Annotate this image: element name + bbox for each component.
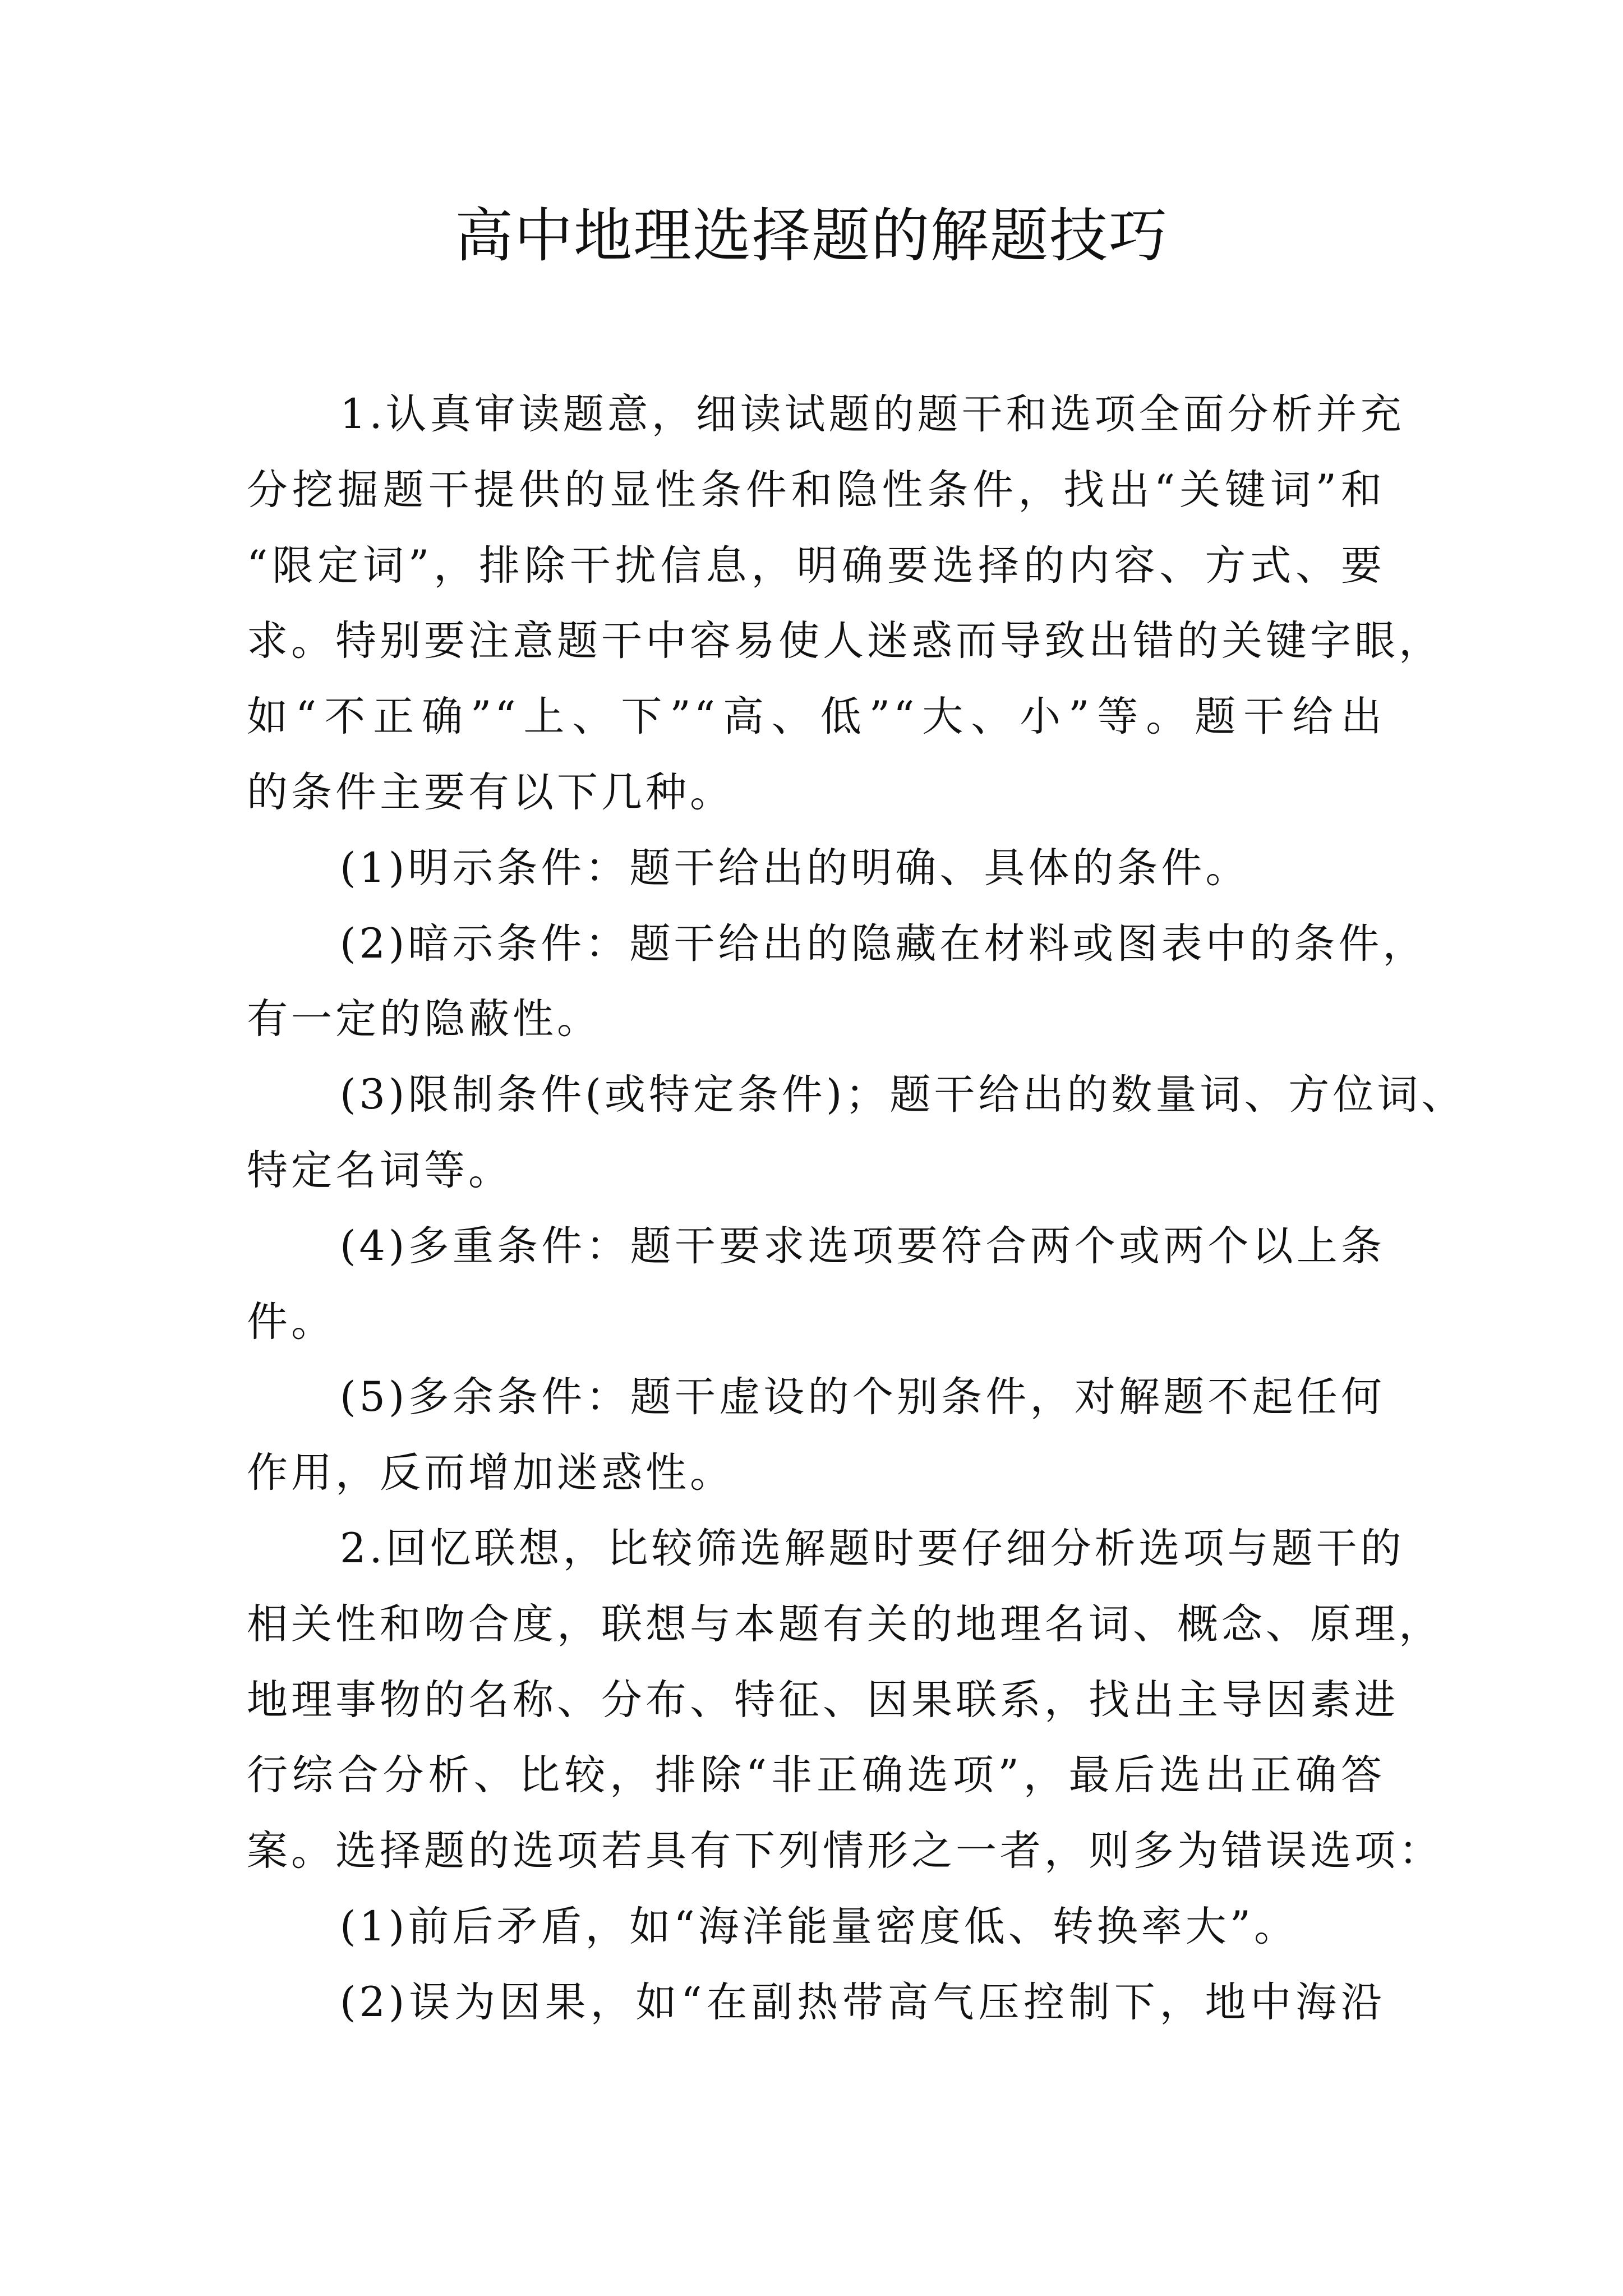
paragraph-line: 件。 xyxy=(247,1297,335,1346)
paragraph-line: (2)误为因果，如“在副热带高气压控制下，地中海沿 xyxy=(340,1978,1385,2026)
paragraph-line: (5)多余条件：题干虚设的个别条件，对解题不起任何 xyxy=(340,1373,1385,1421)
paragraph-line: 有一定的隐蔽性。 xyxy=(247,995,601,1043)
paragraph-line: (4)多重条件：题干要求选项要符合两个或两个以上条 xyxy=(340,1222,1385,1270)
paragraph-line: 地理事物的名称、分布、特征、因果联系，找出主导因素进 xyxy=(247,1676,1399,1724)
paragraph-line: “限定词”，排除干扰信息，明确要选择的内容、方式、要 xyxy=(247,541,1385,590)
paragraph-line: 如“不正确”“上、下”“高、低”“大、小”等。题干给出 xyxy=(247,693,1385,741)
paragraph-line: 行综合分析、比较，排除“非正确选项”，最后选出正确答 xyxy=(247,1751,1385,1800)
paragraph-line: 相关性和吻合度，联想与本题有关的地理名词、概念、原理， xyxy=(247,1600,1443,1648)
paragraph-line: 案。选择题的选项若具有下列情形之一者，则多为错误选项： xyxy=(247,1827,1443,1875)
paragraph-line: (3)限制条件(或特定条件)；题干给出的数量词、方位词、 xyxy=(340,1071,1466,1119)
paragraph-line: 特定名词等。 xyxy=(247,1146,513,1194)
paragraph-line: (2)暗示条件：题干给出的隐藏在材料或图表中的条件， xyxy=(340,919,1427,968)
paragraph-line: (1)明示条件：题干给出的明确、具体的条件。 xyxy=(340,844,1250,892)
paragraph-line: 作用，反而增加迷惑性。 xyxy=(247,1449,734,1497)
document-body xyxy=(247,377,1466,2041)
document-title: 高中地理选择题的解题技巧 xyxy=(454,201,1168,270)
paragraph-line: 的条件主要有以下几种。 xyxy=(247,768,734,816)
paragraph-line: 分挖掘题干提供的显性条件和隐性条件，找出“关键词”和 xyxy=(247,466,1385,514)
paragraph-line: 1.认真审读题意，细读试题的题干和选项全面分析并充 xyxy=(340,390,1405,438)
paragraph-line: 2.回忆联想，比较筛选解题时要仔细分析选项与题干的 xyxy=(340,1524,1405,1572)
paragraph-line: 求。特别要注意题干中容易使人迷惑而导致出错的关键字眼， xyxy=(247,617,1443,665)
paragraph-line: (1)前后矛盾，如“海洋能量密度低、转换率大”。 xyxy=(340,1902,1299,1950)
